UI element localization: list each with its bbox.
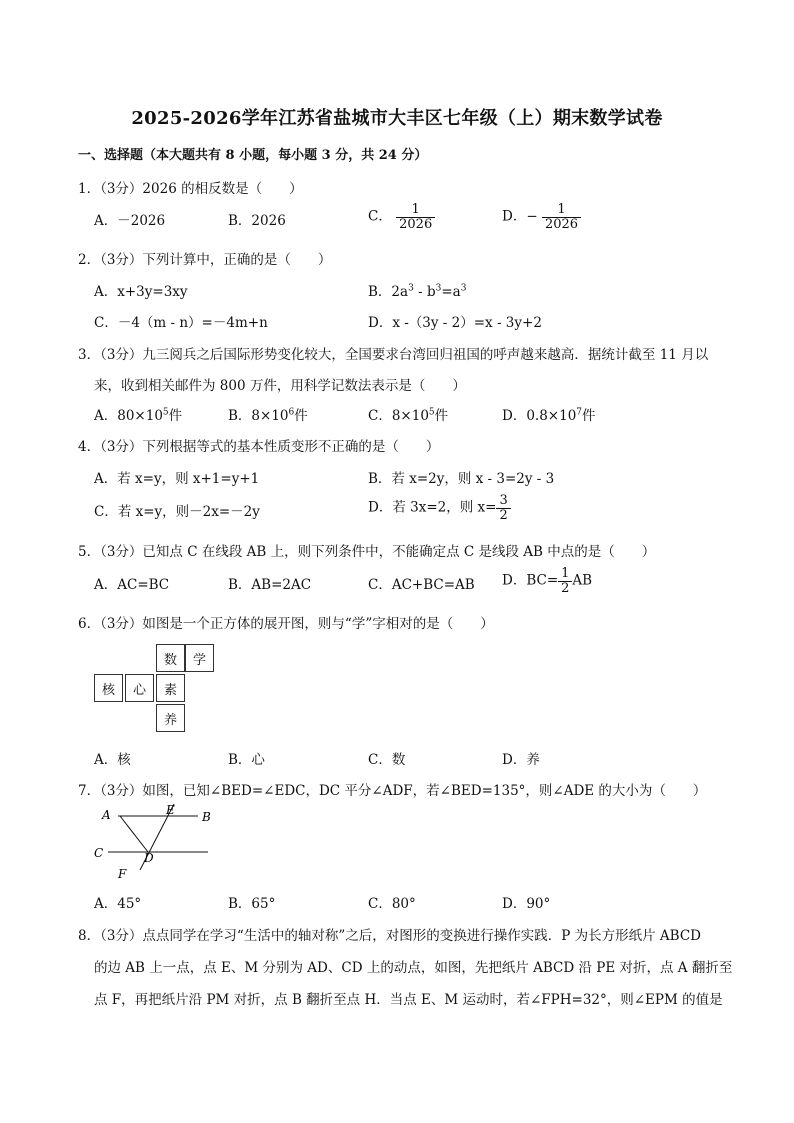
question-1-stem: 1．（3分）2026 的相反数是（ ） — [78, 181, 303, 197]
q1-option-d — [502, 203, 581, 231]
q2-option-a: A．x+3y=3xy — [94, 284, 188, 300]
q7-option-a: A．45° — [94, 896, 142, 912]
question-2-stem: 2．（3分）下列计算中，正确的是（ ） — [78, 252, 332, 268]
q7-option-c: C．80° — [368, 896, 416, 912]
q4-option-c: C．若 x=y，则－2x=－2y — [94, 504, 260, 520]
q6-option-d: D．养 — [502, 752, 540, 768]
text: 件 — [294, 408, 308, 424]
text: =a — [441, 284, 461, 300]
page-title: 2025-2026学年江苏省盐城市大丰区七年级（上）期末数学试卷 — [131, 108, 663, 129]
q6-option-a: A．核 — [94, 752, 131, 768]
label-a: A — [102, 808, 111, 822]
section-heading: 一、选择题（本大题共有 8 小题，每小题 3 分，共 24 分） — [78, 148, 428, 163]
q5-option-c: C．AC+BC=AB — [368, 577, 475, 593]
net-cell-su: 素 — [156, 674, 185, 702]
exponent: 6 — [288, 407, 295, 418]
q5-option-b: B．AB=2AC — [228, 577, 312, 593]
text: D．BC= — [502, 572, 559, 589]
net-cell-he: 核 — [94, 674, 123, 702]
text: D．若 3x=2，则 x= — [368, 499, 497, 516]
text: B．8×10 — [228, 408, 289, 424]
text: - b — [413, 284, 436, 300]
question-5-stem: 5．（3分）已知点 C 在线段 AB 上，则下列条件中，不能确定点 C 是线段 AB 中点的是（ ） — [78, 544, 656, 560]
q3-option-c — [368, 404, 448, 424]
label-d: D — [144, 851, 154, 865]
q1-d-label: D． — [502, 208, 527, 225]
numerator: 1 — [561, 566, 570, 581]
question-8-line-1: 8．（3分）点点同学在学习“生活中的轴对称”之后，对图形的变换进行操作实践．P 为长方形纸片 ABCD — [78, 928, 701, 944]
exponent: 7 — [576, 407, 583, 418]
q1-c-label: C． — [368, 208, 392, 225]
q6-option-c: C．数 — [368, 752, 406, 768]
q2-option-c: C．－4（m - n）=－4m+n — [94, 315, 268, 331]
q3-option-b — [228, 404, 308, 424]
question-3-line-1: 3．（3分）九三阅兵之后国际形势变化较大，全国要求台湾回归祖国的呼声越来越高．据统计截至 11 月以 — [78, 347, 709, 363]
q5-option-a: A．AC=BC — [94, 577, 170, 593]
text: B．2a — [368, 284, 409, 300]
parallel-lines-figure — [90, 802, 220, 884]
denominator: 2026 — [396, 217, 435, 232]
text: 件 — [434, 408, 449, 424]
label-c: C — [94, 846, 104, 860]
net-cell-xin: 心 — [125, 674, 154, 702]
q2-option-b — [368, 280, 466, 300]
denominator: 2 — [558, 581, 572, 596]
denominator: 2 — [496, 508, 510, 523]
question-8-line-2: 的边 AB 上一点，点 E、M 分别为 AD、CD 上的动点，如图，先把纸片 ABCD 沿 PE 对折，点 A 翻折至 — [94, 960, 733, 976]
question-3-line-2: 来，收到相关邮件为 800 万件，用科学记数法表示是（ ） — [94, 378, 466, 394]
minus-sign: − — [526, 208, 538, 225]
exponent: 3 — [460, 283, 467, 294]
q4-option-a: A．若 x=y，则 x+1=y+1 — [94, 471, 260, 487]
net-cell-yang: 养 — [156, 704, 185, 732]
q6-option-b: B．心 — [228, 752, 265, 768]
label-b: B — [202, 810, 211, 824]
exponent: 5 — [428, 407, 435, 418]
question-6-stem: 6．（3分）如图是一个正方体的展开图，则与“学”字相对的是（ ） — [78, 616, 494, 632]
q5-option-d — [502, 567, 592, 595]
numerator: 1 — [411, 202, 420, 217]
text: AB — [572, 572, 593, 589]
question-4-stem: 4．（3分）下列根据等式的基本性质变形不正确的是（ ） — [78, 439, 440, 455]
q2-option-d: D．x -（3y - 2）=x - 3y+2 — [368, 315, 542, 331]
q3-option-a — [94, 404, 182, 424]
q1-option-b: B．2026 — [228, 213, 286, 229]
q1-c-fraction — [396, 203, 435, 231]
exponent: 3 — [435, 283, 442, 294]
label-f: F — [118, 867, 127, 881]
segment-ad — [120, 816, 148, 852]
text: D．0.8×10 — [502, 408, 577, 424]
net-cell-xue: 学 — [185, 644, 214, 672]
text: 件 — [168, 408, 183, 424]
net-cell-shu: 数 — [156, 644, 185, 672]
text: A．80×10 — [94, 408, 163, 424]
q1-d-fraction — [542, 203, 581, 231]
question-8-line-3: 点 F，再把纸片沿 PM 对折，点 B 翻折至点 H．当点 E、M 运动时，若∠FPH=32°，则∠EPM 的值是 — [94, 992, 723, 1008]
q7-option-b: B．65° — [228, 896, 276, 912]
question-7-stem: 7．（3分）如图，已知∠BED=∠EDC，DC 平分∠ADF，若∠BED=135°，则∠ADE 的大小为（ ） — [78, 783, 707, 799]
text: 件 — [582, 408, 596, 424]
numerator: 3 — [499, 493, 508, 508]
exponent: 3 — [408, 283, 414, 294]
exponent: 5 — [162, 407, 169, 418]
text: C．8×10 — [368, 408, 429, 424]
q1-option-a: A．－2026 — [94, 213, 166, 229]
cube-net-figure — [94, 644, 218, 732]
q3-option-d — [502, 404, 596, 424]
q1-option-c — [368, 203, 435, 231]
denominator: 2026 — [542, 217, 581, 232]
numerator: 1 — [557, 202, 566, 217]
q4-d-fraction — [496, 494, 510, 522]
label-e: E — [166, 803, 175, 817]
q4-option-b: B．若 x=2y，则 x - 3=2y - 3 — [368, 471, 555, 487]
q5-d-fraction — [558, 567, 572, 595]
q4-option-d — [368, 494, 511, 522]
q7-option-d: D．90° — [502, 896, 551, 912]
